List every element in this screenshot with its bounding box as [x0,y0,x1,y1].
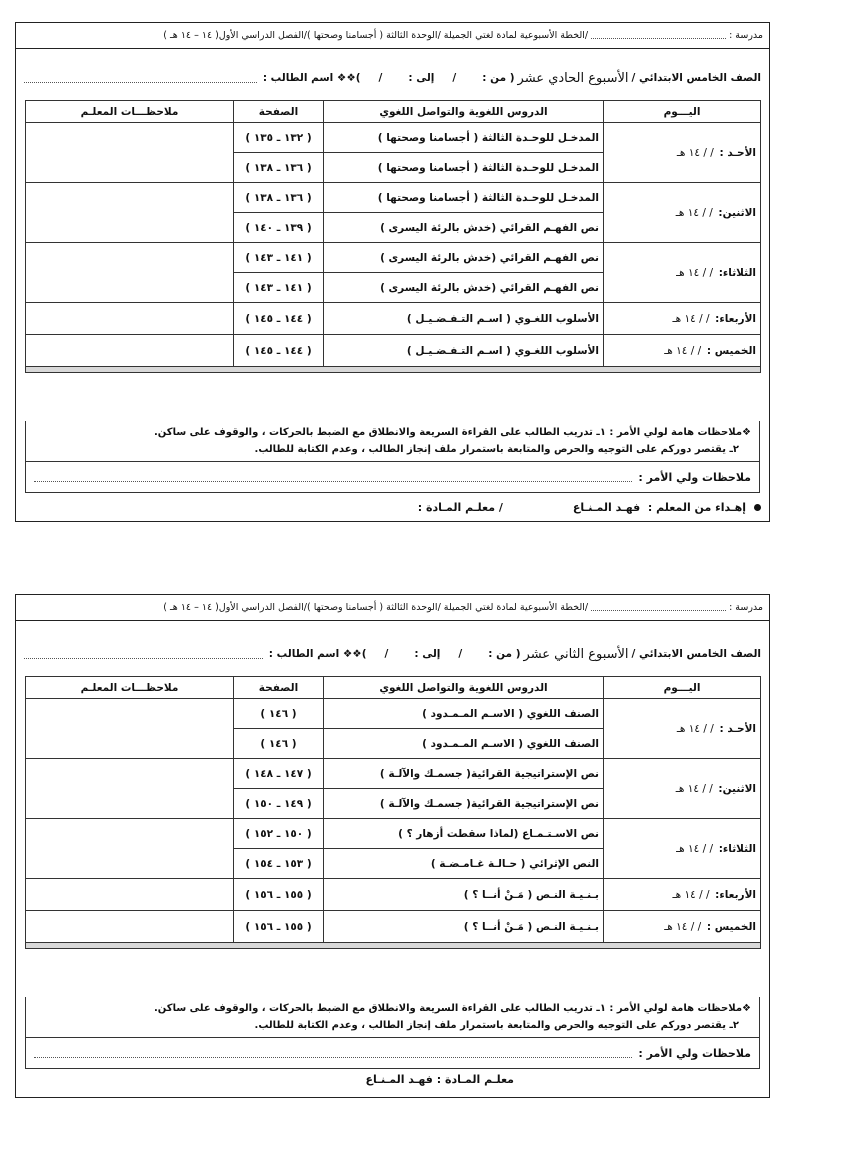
lesson-title: النص الإثرائي ( حـالـة غـامـضـة ) [324,849,604,879]
student-name-label: ❖❖ اسم الطالب : [262,72,356,84]
header-lessons: الدروس اللغوية والتواصل اللغوي [324,101,604,123]
date-slash: / [458,648,463,660]
lesson-pages: ( ١٤٧ ـ ١٤٨ ) [234,759,324,789]
header-page: الصفحة [234,101,324,123]
school-name-blank [591,602,726,611]
lesson-pages: ( ١٣٦ ـ ١٣٨ ) [234,183,324,213]
header-teacher-notes: ملاحظـــات المعلـم [26,101,234,123]
table-row [26,335,761,367]
lesson-pages: ( ١٤١ ـ ١٤٣ ) [234,273,324,303]
lesson-pages: ( ١٣٩ ـ ١٤٠ ) [234,213,324,243]
teacher-name: فهـد المـنـاع [572,501,641,514]
table-row [26,759,761,789]
parent-notes-label: ملاحظات ولي الأمر : [638,1046,751,1060]
table-row [26,183,761,213]
subject-teacher-label: معلـم المـادة : [436,1073,514,1086]
lesson-title: نص الإستراتيجية القرائية( جسمـك والآلـة ) [324,789,604,819]
parent-notes-line [26,461,759,492]
teacher-notes-cell [26,335,234,367]
weekly-plan-sheet-week-11 [15,22,770,522]
parent-notes-box [25,421,760,493]
teacher-notes-cell [26,123,234,183]
lesson-title: المدخـل للوحـدة الثالثة ( أجسامنا وصحتها ) [324,183,604,213]
teacher-notes-cell [26,243,234,303]
day-cell: الأحـد : / / ١٤ هـ [604,123,761,183]
lesson-pages: ( ١٤٤ ـ ١٤٥ ) [234,335,324,367]
subject-teacher-label: / معلـم المـادة : [417,501,503,514]
teacher-notes-cell [26,699,234,759]
parent-notes-blank [34,473,632,482]
lesson-title: بـنـيـة النـص ( مَـنْ أنــا ؟ ) [324,879,604,911]
header-day: اليـــوم [604,101,761,123]
plan-title: /الخطة الأسبوعية لمادة لغتي الجميلة /الوحدة الثالثة ( أجسامنا وصحتها )/الفصل الدراسي الأول( ١٤ – ١٤ هـ ) [163,602,589,613]
lesson-title: الصنف اللغوي ( الاسـم المـمـدود ) [324,729,604,759]
student-name-label: ❖❖ اسم الطالب : [268,648,362,660]
lesson-pages: ( ١٤١ ـ ١٤٣ ) [234,243,324,273]
school-name-blank [591,30,726,39]
plan-header-line [16,595,769,621]
day-cell: الثلاثاء: / / ١٤ هـ [604,819,761,879]
grade-label: الصف الخامس الابتدائي / [631,648,761,660]
date-slash: / [384,648,389,660]
week-label: الأسبوع الثاني عشر [523,646,629,662]
to-label: إلى : [408,72,435,84]
teacher-notes-cell [26,879,234,911]
table-row [26,123,761,153]
student-name-blank [24,74,257,83]
close-paren: ) [355,72,361,84]
weekly-plan-sheet-week-12 [15,594,770,1098]
lesson-title: المدخـل للوحـدة الثالثة ( أجسامنا وصحتها ) [324,123,604,153]
table-divider [26,367,761,373]
day-cell: الاثنين: / / ١٤ هـ [604,759,761,819]
to-label: إلى : [414,648,441,660]
lesson-pages: ( ١٤٦ ) [234,729,324,759]
lesson-pages: ( ١٣٢ ـ ١٣٥ ) [234,123,324,153]
lesson-title: الصنف اللغوي ( الاسـم المـمـدود ) [324,699,604,729]
plan-title: /الخطة الأسبوعية لمادة لغتي الجميلة /الوحدة الثالثة ( أجسامنا وصحتها )/الفصل الدراسي الأول( ١٤ – ١٤ هـ ) [163,30,589,41]
lesson-pages: ( ١٥٥ ـ ١٥٦ ) [234,911,324,943]
student-name-blank [24,650,263,659]
from-label: ( من : [482,72,515,84]
day-cell: الاثنين: / / ١٤ هـ [604,183,761,243]
table-row [26,819,761,849]
from-label: ( من : [488,648,521,660]
important-note-2: ٢ـ يقتصر دوركم على التوجيه والحرص والمتابعة باستمرار ملف إنجاز الطالب ، وعدم الكتابة للطالب. [254,444,739,455]
sheet-footer [418,501,761,514]
date-slash: / [378,72,383,84]
parent-notes-box [25,997,760,1069]
header-page: الصفحة [234,677,324,699]
day-cell: الأربعاء: / / ١٤ هـ [604,303,761,335]
lesson-title: بـنـيـة النـص ( مَـنْ أنــا ؟ ) [324,911,604,943]
teacher-name: فهـد المـنـاع [365,1073,433,1086]
date-slash: / [452,72,457,84]
day-cell: الخميس : / / ١٤ هـ [604,911,761,943]
school-label: مدرسة : [729,30,763,41]
table-row [26,243,761,273]
day-cell: الأحـد : / / ١٤ هـ [604,699,761,759]
bullet-icon [754,504,761,511]
day-cell: الخميس : / / ١٤ هـ [604,335,761,367]
week-label: الأسبوع الحادي عشر [517,70,629,86]
table-row [26,699,761,729]
lesson-pages: ( ١٣٦ ـ ١٣٨ ) [234,153,324,183]
header-lessons: الدروس اللغوية والتواصل اللغوي [324,677,604,699]
school-label: مدرسة : [729,602,763,613]
lesson-title: نص الإستراتيجية القرائية( جسمـك والآلـة ) [324,759,604,789]
week-info-line [16,67,769,89]
header-day: اليـــوم [604,677,761,699]
lesson-title: نص الفهـم القرائي (خدش بالرئة اليسرى ) [324,243,604,273]
dedication-label: إهـداء من المعلم : [647,501,746,514]
plan-header-line [16,23,769,49]
lesson-title: المدخـل للوحـدة الثالثة ( أجسامنا وصحتها ) [324,153,604,183]
lesson-pages: ( ١٤٤ ـ ١٤٥ ) [234,303,324,335]
weekly-plan-table [25,100,761,373]
parent-notes-line [26,1037,759,1068]
table-divider [26,943,761,949]
important-note-2: ٢ـ يقتصر دوركم على التوجيه والحرص والمتابعة باستمرار ملف إنجاز الطالب ، وعدم الكتابة للطالب. [254,1020,739,1031]
close-paren: ) [361,648,367,660]
table-row [26,303,761,335]
important-note-1: ❖ملاحظات هامة لولي الأمر : ١ـ تدريب الطالب على القراءة السريعة والانطلاق مع الضبط بالحركات ، والوقوف على ساكن. [153,427,751,438]
header-teacher-notes: ملاحظـــات المعلـم [26,677,234,699]
lesson-pages: ( ١٥٣ ـ ١٥٤ ) [234,849,324,879]
lesson-title: نص الاسـتـمـاع (لماذا سقطت أزهار ؟ ) [324,819,604,849]
lesson-title: الأسلوب اللغـوي ( اسـم التـفـضـيـل ) [324,303,604,335]
teacher-notes-cell [26,911,234,943]
parent-notes-blank [34,1049,632,1058]
lesson-pages: ( ١٥٠ ـ ١٥٢ ) [234,819,324,849]
parent-notes-label: ملاحظات ولي الأمر : [638,470,751,484]
table-row [26,911,761,943]
lesson-pages: ( ١٤٦ ) [234,699,324,729]
teacher-notes-cell [26,819,234,879]
important-note-1: ❖ملاحظات هامة لولي الأمر : ١ـ تدريب الطالب على القراءة السريعة والانطلاق مع الضبط بالحركات ، والوقوف على ساكن. [153,1003,751,1014]
teacher-notes-cell [26,759,234,819]
sheet-footer [366,1073,514,1086]
lesson-title: نص الفهـم القرائي (خدش بالرئة اليسرى ) [324,273,604,303]
day-cell: الثلاثاء: / / ١٤ هـ [604,243,761,303]
lesson-title: الأسلوب اللغـوي ( اسـم التـفـضـيـل ) [324,335,604,367]
lesson-title: نص الفهـم القرائي (خدش بالرئة اليسرى ) [324,213,604,243]
table-row [26,879,761,911]
grade-label: الصف الخامس الابتدائي / [631,72,761,84]
day-cell: الأربعاء: / / ١٤ هـ [604,879,761,911]
week-info-line [16,643,769,665]
teacher-notes-cell [26,303,234,335]
lesson-pages: ( ١٥٥ ـ ١٥٦ ) [234,879,324,911]
weekly-plan-table [25,676,761,949]
teacher-notes-cell [26,183,234,243]
lesson-pages: ( ١٤٩ ـ ١٥٠ ) [234,789,324,819]
